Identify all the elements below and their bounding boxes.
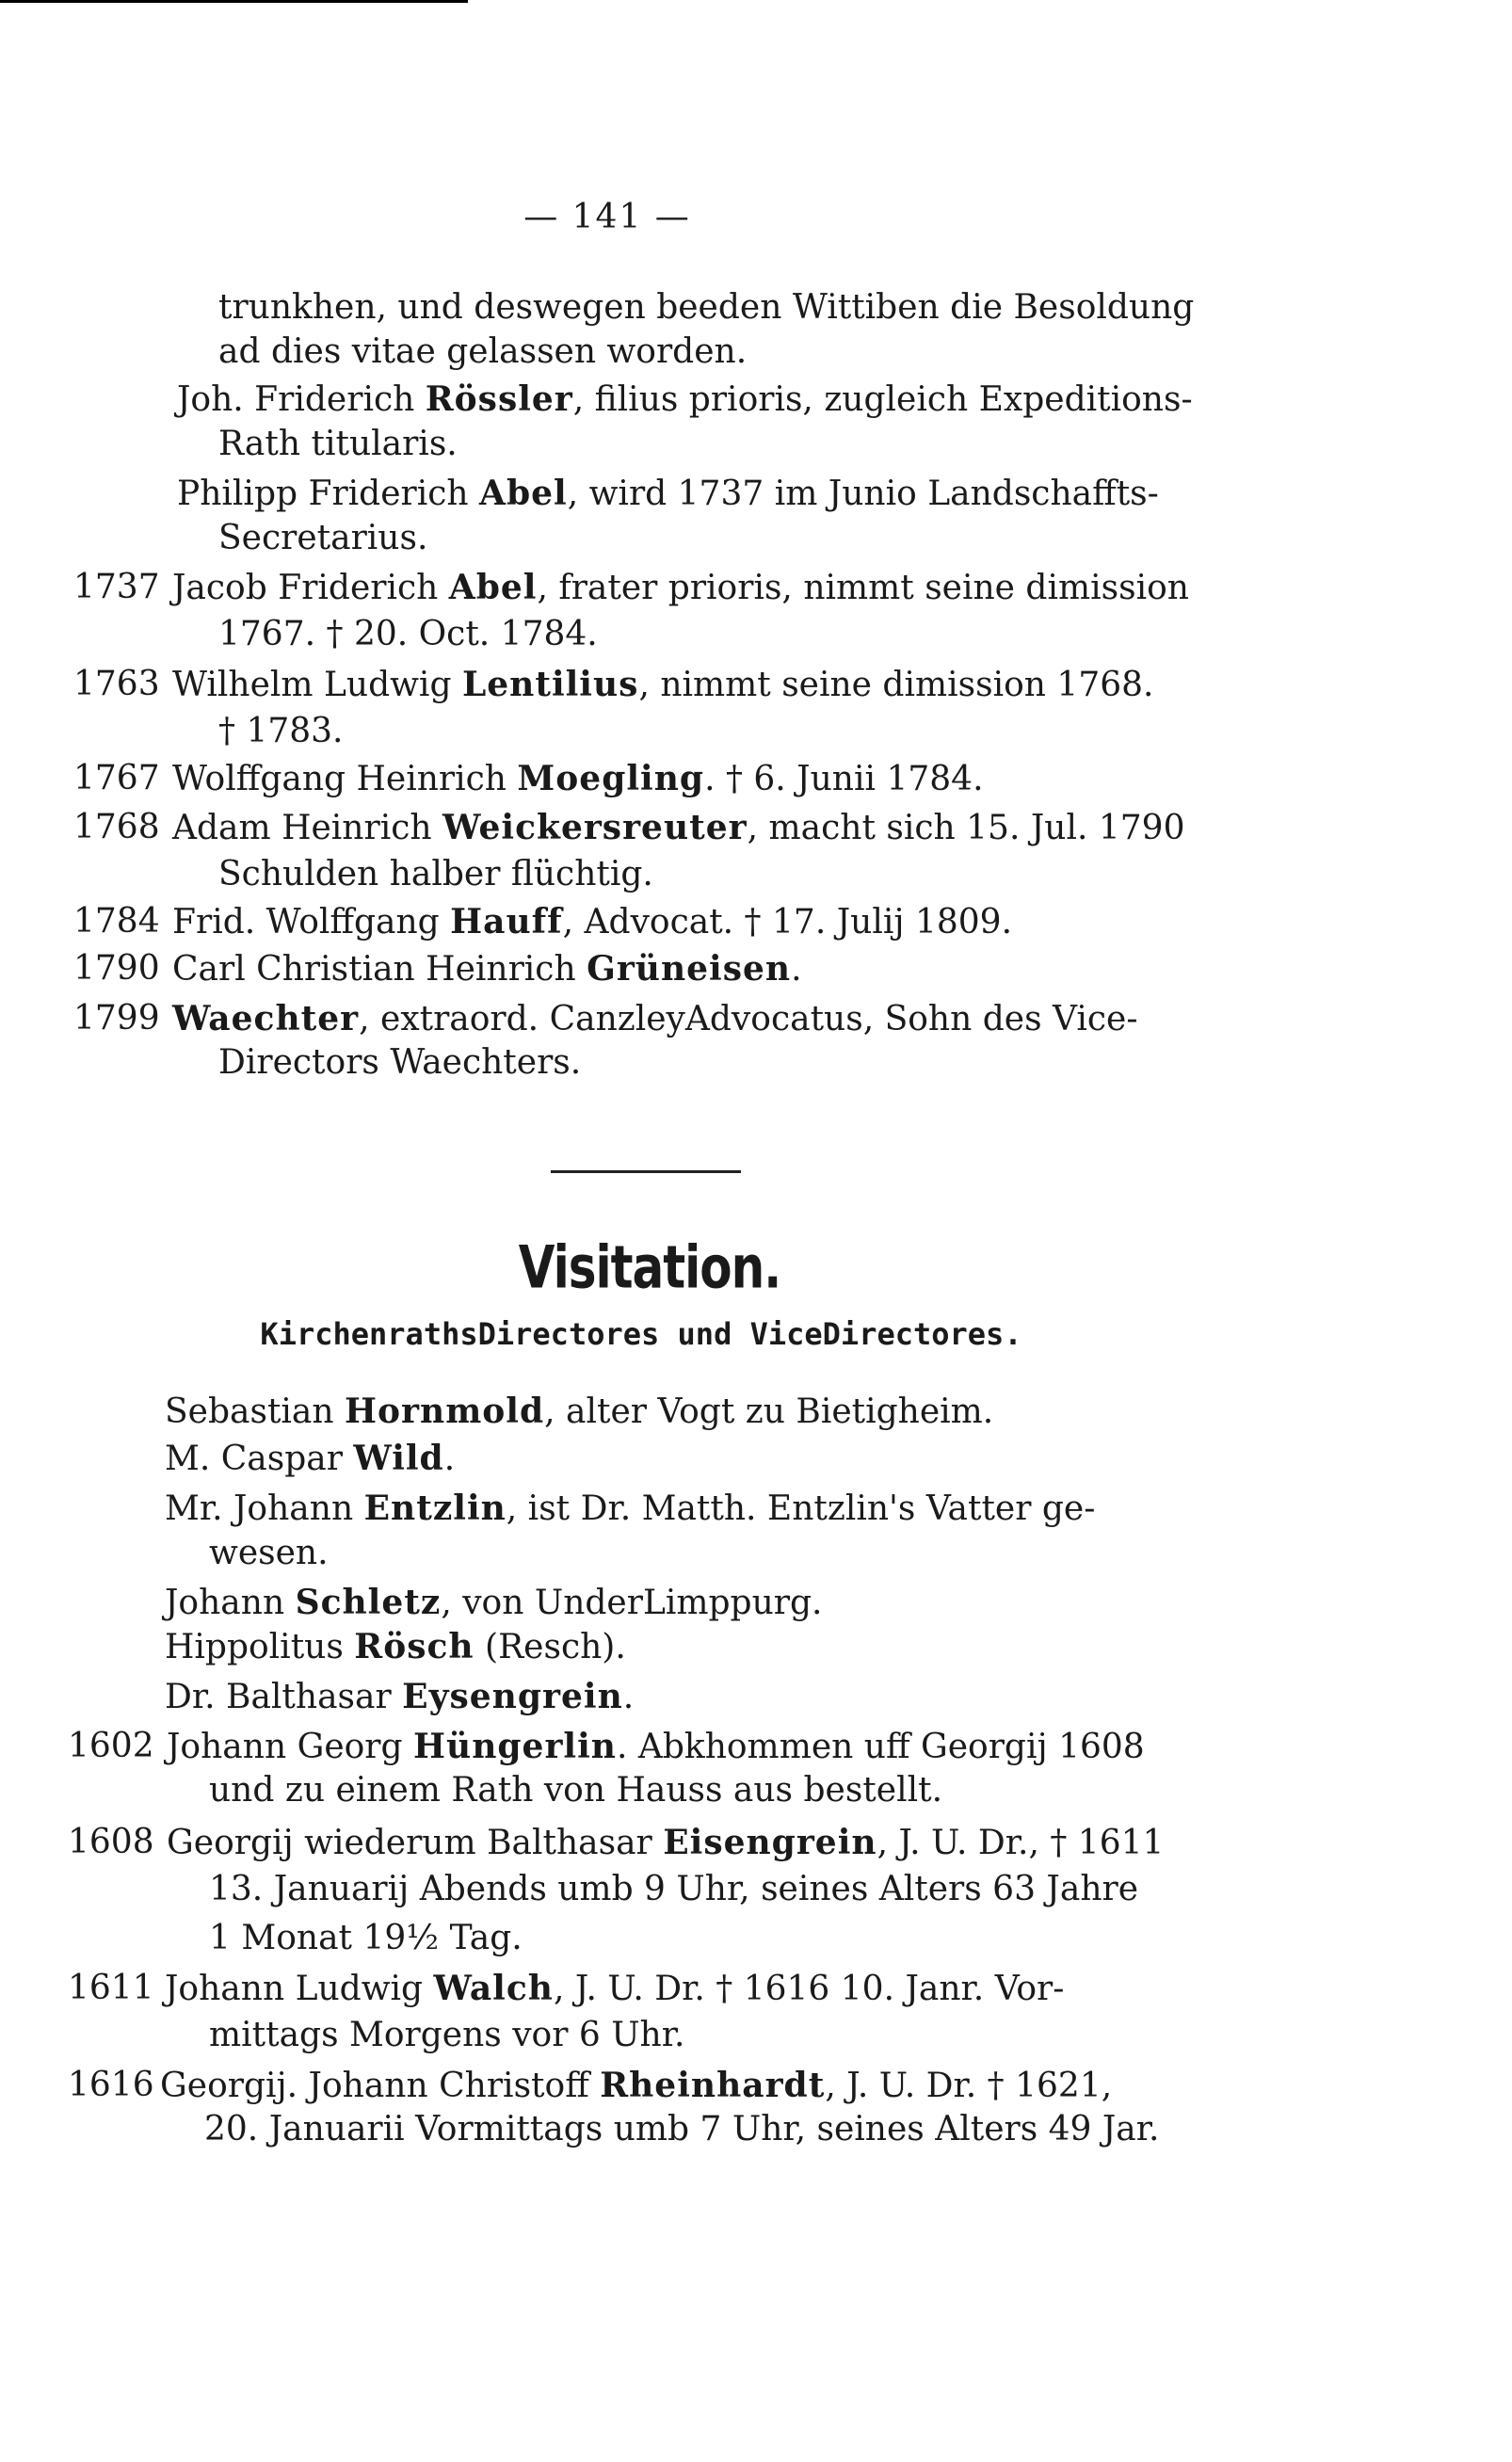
entry-year: 1602: [68, 1727, 154, 1765]
entry-line: [165, 1488, 1095, 1530]
entry-line: [165, 1438, 455, 1480]
entry-text: Directors Waechters.: [218, 1043, 582, 1082]
entry-text: Dr. Balthasar: [165, 1678, 403, 1716]
entry-year: 1608: [68, 1823, 154, 1861]
entry-text: . † 6. Junii 1784.: [704, 760, 984, 798]
entry-line: [209, 1918, 523, 1959]
entry-text: , filius prioris, zugleich Expeditions-: [572, 380, 1193, 419]
entry-text: Secretarius.: [218, 519, 428, 557]
person-surname: Abel: [448, 568, 538, 607]
person-surname: Weickersreuter: [442, 808, 748, 847]
entry-line: [204, 2109, 1159, 2150]
entry-text: 20. Januarii Vormittags umb 7 Uhr, seines Alters 49 Jar.: [204, 2110, 1160, 2148]
person-surname: Lentilius: [461, 665, 639, 704]
entry-text: , J. U. Dr. † 1616 10. Janr. Vor-: [553, 1970, 1065, 2008]
entry-line: [172, 758, 984, 800]
entry-text: 1767. † 20. Oct. 1784.: [218, 615, 598, 653]
entry-line: [167, 1726, 1145, 1768]
person-surname: Waechter: [172, 999, 360, 1038]
entry-line: [165, 1391, 993, 1433]
entry-text: , alter Vogt zu Bietigheim.: [544, 1392, 994, 1431]
person-surname: Entzlin: [363, 1488, 507, 1528]
entry-line: [172, 901, 1012, 943]
entry-text: Georgij. Johann Christoff: [160, 2067, 601, 2105]
entry-text: Schulden halber flüchtig.: [218, 855, 653, 893]
entry-line: [160, 2065, 1112, 2107]
entry-line: [218, 1042, 581, 1084]
entry-line: [165, 1676, 634, 1718]
entry-text: Hippolitus: [165, 1628, 355, 1666]
entry-year: 1616: [68, 2066, 154, 2104]
entry-line: [172, 948, 802, 990]
entry-text: , von UnderLimppurg.: [441, 1584, 823, 1622]
entry-line: [218, 331, 747, 373]
entry-text: Johann Ludwig: [165, 1970, 434, 2008]
entry-text: wesen.: [209, 1534, 329, 1572]
entry-line: [218, 287, 1194, 329]
person-surname: Walch: [433, 1969, 554, 2008]
entry-text: , J. U. Dr. † 1621,: [825, 2067, 1113, 2105]
person-surname: Rösch: [354, 1627, 475, 1666]
entry-text: , extraord. CanzleyAdvocatus, Sohn des Vice-: [359, 1000, 1138, 1038]
entry-year: 1790: [73, 949, 160, 988]
entry-line: [209, 1770, 942, 1811]
entry-text: Wolffgang Heinrich: [172, 760, 518, 798]
entry-text: , macht sich 15. Jul. 1790: [747, 809, 1185, 847]
person-surname: Rheinhardt: [600, 2066, 826, 2105]
entry-text: .: [791, 950, 802, 989]
entry-text: † 1783.: [218, 712, 344, 750]
entry-text: Philipp Friderich: [177, 475, 480, 513]
entry-line: [209, 2015, 684, 2056]
entry-line: [218, 854, 653, 895]
entry-text: 13. Januarij Abends umb 9 Uhr, seines Alters 63 Jahre: [209, 1870, 1139, 1908]
entry-text: , nimmt seine dimission 1768.: [638, 666, 1154, 704]
person-surname: Hauff: [450, 902, 563, 941]
entry-line: [165, 1582, 822, 1624]
entry-line: [172, 567, 1189, 609]
entry-text: , ist Dr. Matth. Entzlin's Vatter ge-: [506, 1489, 1096, 1528]
person-surname: Abel: [479, 474, 568, 513]
section-title: Visitation.: [518, 1233, 781, 1302]
entry-line: [165, 1968, 1064, 2010]
entry-text: , wird 1737 im Junio Landschaffts-: [567, 475, 1159, 513]
entry-text: , Advocat. † 17. Julij 1809.: [562, 903, 1013, 941]
person-surname: Eisengrein: [663, 1823, 877, 1862]
entry-text: Johann Georg: [167, 1728, 414, 1766]
person-surname: Grüneisen: [587, 949, 792, 989]
entry-year: 1784: [73, 902, 160, 941]
entry-year: 1611: [68, 1969, 154, 2007]
entry-text: , frater prioris, nimmt seine dimission: [537, 569, 1189, 607]
entry-text: und zu einem Rath von Hauss aus bestellt.: [209, 1771, 943, 1810]
entry-text: ad dies vitae gelassen worden.: [218, 332, 748, 371]
entry-year: 1768: [73, 808, 160, 846]
entry-text: Sebastian: [165, 1392, 346, 1431]
entry-text: trunkhen, und deswegen beeden Wittiben die Besoldung: [218, 288, 1195, 327]
person-surname: Schletz: [295, 1583, 442, 1622]
entry-text: Johann: [165, 1584, 296, 1622]
entry-line: [218, 518, 427, 559]
entry-year: 1737: [73, 568, 160, 606]
entry-text: M. Caspar: [165, 1440, 354, 1478]
entry-text: mittags Morgens vor 6 Uhr.: [209, 2016, 685, 2054]
entry-text: .: [443, 1440, 456, 1478]
entry-line: [209, 1869, 1138, 1910]
entry-line: [218, 711, 344, 752]
entry-year: 1767: [73, 759, 160, 797]
entry-text: .: [622, 1678, 635, 1716]
entry-line: [165, 1626, 626, 1668]
entry-line: [209, 1533, 329, 1574]
person-surname: Eysengrein: [402, 1677, 623, 1716]
entry-line: [218, 614, 598, 655]
entry-text: Georgij wiederum Balthasar: [167, 1824, 664, 1862]
entry-text: Rath titularis.: [218, 425, 458, 463]
person-surname: Rössler: [425, 379, 573, 419]
top-edge-rule: [0, 0, 468, 3]
entry-text: Adam Heinrich: [172, 809, 442, 847]
entry-line: [172, 998, 1138, 1040]
entry-line: [172, 664, 1153, 706]
entry-line: [167, 1822, 1164, 1864]
entry-year: 1763: [73, 665, 160, 703]
section-subtitle: KirchenrathsDirectores und ViceDirectores.: [260, 1316, 1022, 1352]
entry-text: Frid. Wolffgang: [172, 903, 451, 941]
entry-line: [172, 807, 1184, 849]
entry-text: Wilhelm Ludwig: [172, 666, 462, 704]
entry-line: [218, 424, 458, 465]
person-surname: Hornmold: [345, 1392, 545, 1431]
entry-text: (Resch).: [474, 1628, 626, 1666]
entry-text: Joh. Friderich: [177, 380, 426, 419]
entry-line: [177, 378, 1193, 421]
person-surname: Wild: [353, 1439, 444, 1478]
person-surname: Hüngerlin: [413, 1727, 617, 1766]
entry-year: 1799: [73, 999, 160, 1038]
entry-text: , J. U. Dr., † 1611: [877, 1824, 1165, 1862]
entry-text: Mr. Johann: [165, 1489, 364, 1528]
entry-text: 1 Monat 19½ Tag.: [209, 1919, 523, 1957]
entry-text: Carl Christian Heinrich: [172, 950, 587, 989]
page-number: — 141 —: [523, 198, 691, 236]
entry-text: . Abkhommen uff Georgij 1608: [616, 1728, 1145, 1766]
section-divider: [551, 1170, 741, 1173]
person-surname: Moegling: [517, 759, 705, 798]
entry-line: [177, 473, 1159, 515]
entry-text: Jacob Friderich: [172, 569, 449, 607]
